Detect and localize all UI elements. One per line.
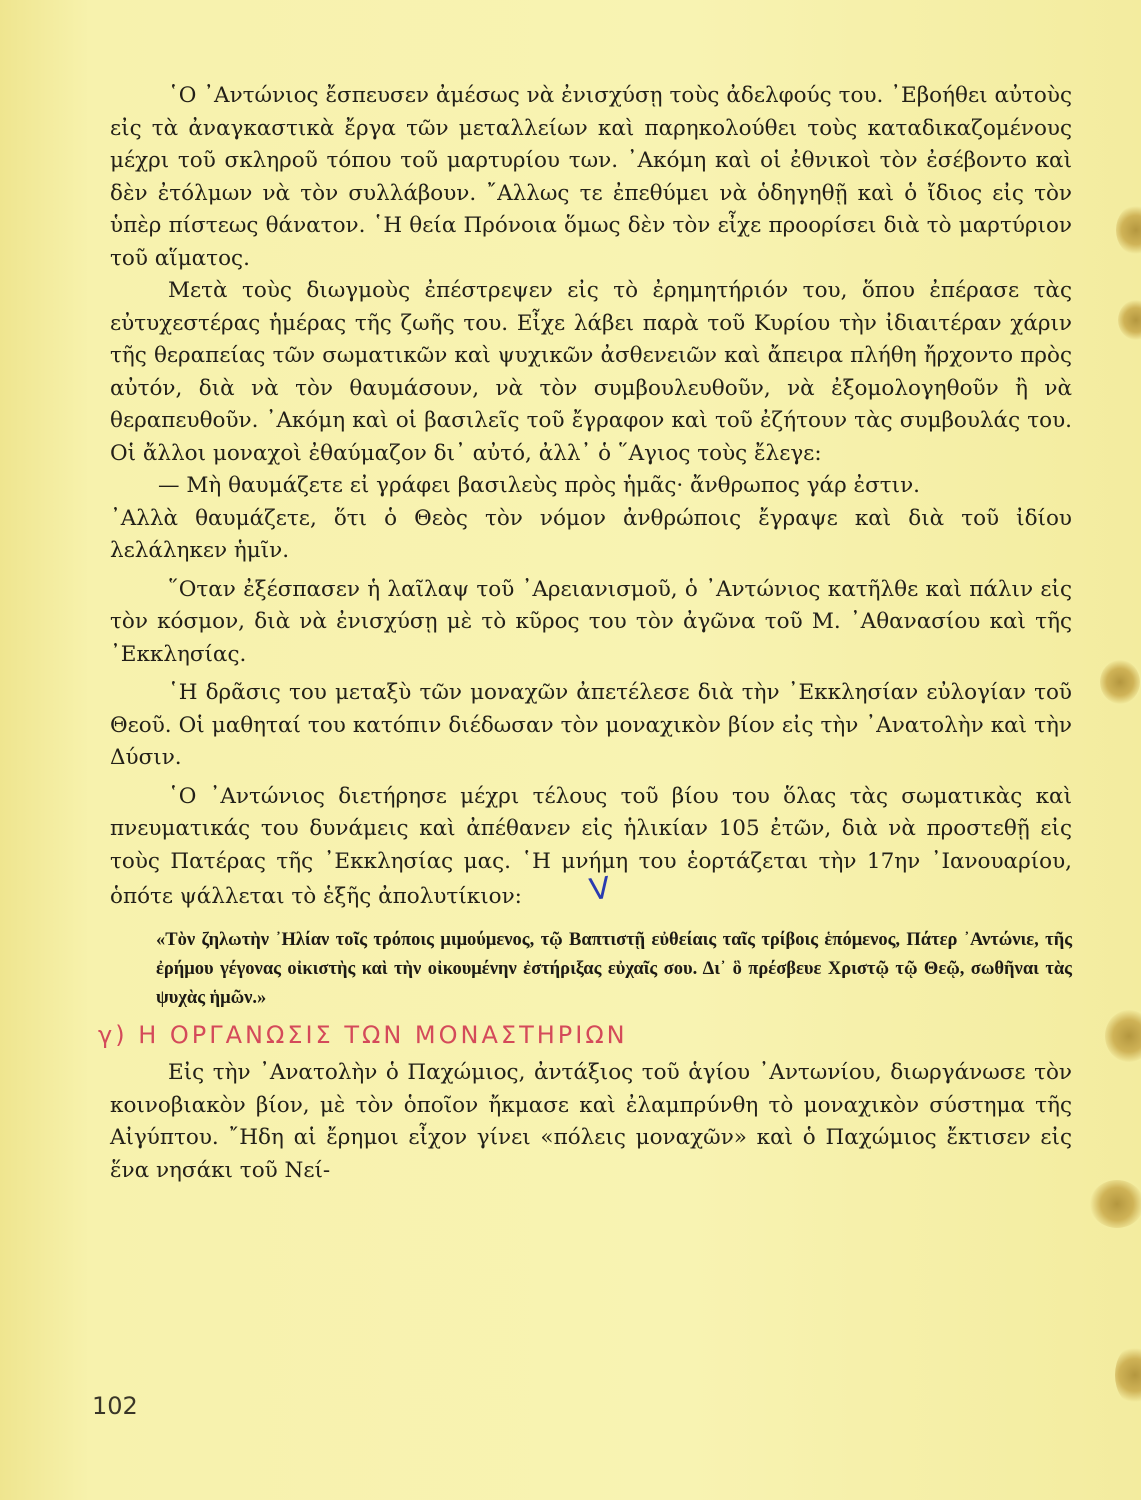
- foxing-stain: [1100, 660, 1140, 704]
- foxing-stain: [1090, 1180, 1141, 1228]
- foxing-stain: [1116, 205, 1141, 255]
- quote-line: ᾿Αλλὰ θαυμάζετε, ὅτι ὁ Θεὸς τὸν νόμον ἀνθρώποις ἔγραψε καὶ διὰ τοῦ ἰδίου λελάληκεν ἡμῖν.: [110, 505, 1072, 563]
- foxing-stain: [1118, 300, 1141, 340]
- foxing-stain: [1115, 1345, 1141, 1405]
- apolytikion-hymn: «Τὸν ζηλωτὴν ᾿Ηλίαν τοῖς τρόποις μιμούμενος, τῷ Βαπτιστῇ εὐθείαις ταῖς τρίβοις ἑπόμενος, Πάτερ ᾿Αντώνιε, τῆς ἐρήμου γέγονας οἰκιστὴς καὶ τὴν οἰκουμένην ἐστήριξας εὐχαῖς σου. Δι᾿ ὃ πρέσβευε Χριστῷ τῷ Θεῷ, σωθῆναι τὰς ψυχὰς ἡμῶν.»: [156, 929, 1072, 1008]
- section-heading: γ) Η ΟΡΓΑΝΩΣΙΣ ΤΩΝ ΜΟΝΑΣΤΗΡΙΩΝ: [98, 1020, 628, 1049]
- paragraph: Μετὰ τοὺς διωγμοὺς ἐπέστρεψεν εἰς τὸ ἐρημητήριόν του, ὅπου ἐπέρασε τὰς εὐτυχεστέρας ἡμέρας τῆς ζωῆς του. Εἶχε λάβει παρὰ τοῦ Κυρίου τὴν ἰδιαιτέραν χάριν τῆς θεραπείας τῶν σωματικῶν καὶ ψυχικῶν ἀσθενειῶν καὶ ἄπειρα πλήθη ἤρχοντο πρὸς αὐτόν, διὰ νὰ τὸν θαυμάσουν, νὰ τὸν συμβουλευθοῦν, νὰ ἐξομολογηθοῦν ἢ νὰ θεραπευθοῦν. ᾿Ακόμη καὶ οἱ βασιλεῖς τοῦ ἔγραφον καὶ τοῦ ἐζήτουν τὰς συμβουλάς του. Οἱ ἄλλοι μοναχοὶ ἐθαύμαζον δι᾿ αὐτό, ἀλλ᾿ ὁ ῞Αγιος τοὺς ἔλεγε:: [110, 278, 1072, 466]
- body-text: [98, 80, 1072, 1187]
- page-number: 102: [92, 1392, 138, 1420]
- paragraph: ῾Η δρᾶσις του μεταξὺ τῶν μοναχῶν ἀπετέλεσε διὰ τὴν ᾿Εκκλησίαν εὐλογίαν τοῦ Θεοῦ. Οἱ μαθηταί του κατόπιν διέδωσαν τὸν μοναχικὸν βίον εἰς τὴν ᾿Ανατολὴν καὶ τὴν Δύσιν.: [110, 680, 1072, 770]
- quote-line: — Μὴ θαυμάζετε εἰ γράφει βασιλεὺς πρὸς ἡμᾶς· ἄνθρωπος γάρ ἐστιν.: [158, 473, 920, 498]
- handwritten-mark: V: [587, 870, 613, 909]
- paragraph: ῞Οταν ἐξέσπασεν ἡ λαῖλαψ τοῦ ᾿Αρειανισμοῦ, ὁ ᾿Αντώνιος κατῆλθε καὶ πάλιν εἰς τὸν κόσμον, διὰ νὰ ἐνισχύσῃ μὲ τὸ κῦρος του τὸν ἀγῶνα τοῦ Μ. ᾿Αθανασίου καὶ τῆς ᾿Εκκλησίας.: [110, 576, 1072, 667]
- paragraph: ῾Ο ᾿Αντώνιος ἔσπευσεν ἀμέσως νὰ ἐνισχύσῃ τοὺς ἀδελφούς του. ᾿Εβοήθει αὐτοὺς εἰς τὰ ἀναγκαστικὰ ἔργα τῶν μεταλλείων καὶ παρηκολούθει τοὺς καταδικαζομένους μέχρι τοῦ σκληροῦ τόπου τοῦ μαρτυρίου των. ᾿Ακόμη καὶ οἱ ἐθνικοὶ τὸν ἐσέβοντο καὶ δὲν ἐτόλμων νὰ τὸν συλλάβουν. ῎Αλλως τε ἐπεθύμει νὰ ὁδηγηθῇ καὶ ὁ ἴδιος εἰς τὸν ὑπὲρ πίστεως θάνατον. ῾Η θεία Πρόνοια ὅμως δὲν τὸν εἶχε προορίσει διὰ τὸ μαρτύριον τοῦ αἵματος.: [110, 83, 1072, 271]
- paragraph-text: ῾Ο ᾿Αντώνιος διετήρησε μέχρι τέλους τοῦ βίου του ὅλας τὰς σωματικὰς καὶ πνευματικάς του δυνάμεις καὶ ἀπέθανεν εἰς ἡλικίαν 105 ἐτῶν, διὰ νὰ προστεθῇ εἰς τοὺς Πατέρας τῆς ᾿Εκκλησίας μας. ῾Η μνήμη του ἑορτάζεται τὴν 17ην ᾿Ιανουαρίου, ὁπότε ψάλλεται τὸ ἑξῆς ἀπολυτίκιον:: [110, 783, 1072, 909]
- paragraph: Εἰς τὴν ᾿Ανατολὴν ὁ Παχώμιος, ἀντάξιος τοῦ ἁγίου ᾿Αντωνίου, διωργάνωσε τὸν κοινοβιακὸν βίον, μὲ τὸν ὁποῖον ἤκμασε καὶ ἐλαμπρύνθη τὸ μοναχικὸν σύστημα τῆς Αἰγύπτου. ῎Ηδη αἱ ἔρημοι εἶχον γίνει «πόλεις μοναχῶν» καὶ ὁ Παχώμιος ἔκτισεν εἰς ἕνα νησάκι τοῦ Νεί-: [110, 1060, 1072, 1183]
- foxing-stain: [1105, 1010, 1141, 1062]
- paragraph: [110, 781, 1072, 914]
